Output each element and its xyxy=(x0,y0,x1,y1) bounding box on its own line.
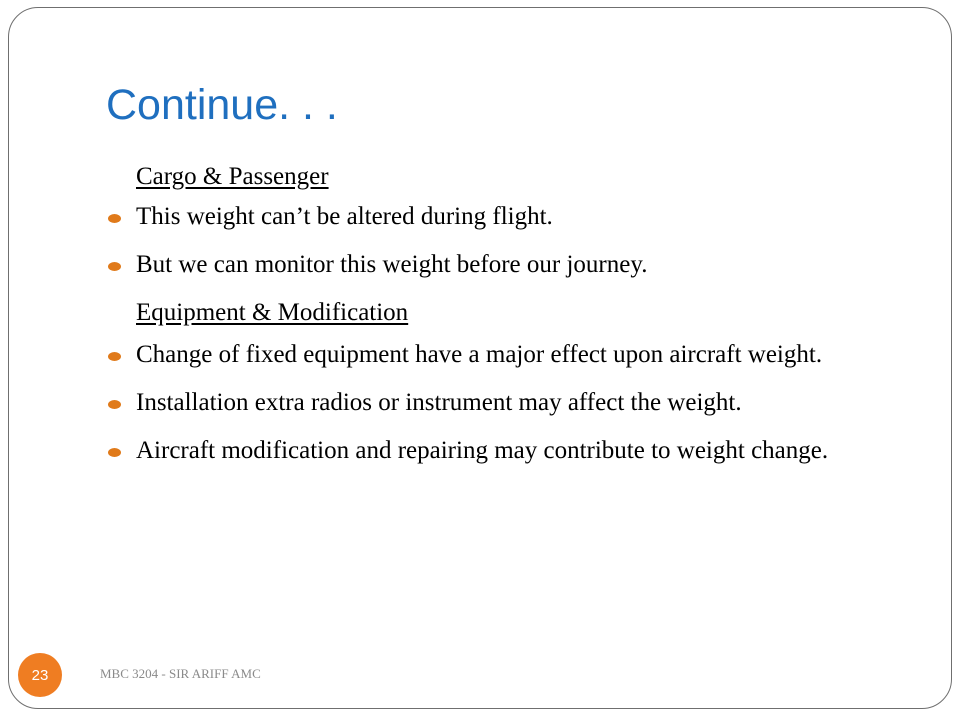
slide-title: Continue. . . xyxy=(106,81,338,129)
section-heading-equipment: Equipment & Modification xyxy=(136,299,409,326)
bullet-text: Installation extra radios or instrument may affect the weight. xyxy=(136,389,742,416)
bullet-icon xyxy=(108,262,121,271)
footer-text: MBC 3204 - SIR ARIFF AMC xyxy=(100,666,261,681)
bullet-icon xyxy=(108,352,121,361)
cargo-bullet-list xyxy=(106,200,906,282)
list-item xyxy=(106,200,906,234)
list-item xyxy=(106,386,906,420)
equipment-bullet-list xyxy=(106,338,906,468)
list-item xyxy=(106,338,906,372)
bullet-icon xyxy=(108,400,121,409)
bullet-text: This weight can’t be altered during flight. xyxy=(136,203,553,230)
bullet-text: Change of fixed equipment have a major effect upon aircraft weight. xyxy=(136,341,823,368)
section-heading-cargo: Cargo & Passenger xyxy=(136,163,329,190)
bullet-text: Aircraft modification and repairing may contribute to weight change. xyxy=(136,437,829,464)
bullet-icon xyxy=(108,448,121,457)
page-number-badge: 23 xyxy=(18,653,62,697)
slide-content xyxy=(106,154,906,482)
bullet-icon xyxy=(108,214,121,223)
list-item xyxy=(106,248,906,282)
list-item xyxy=(106,434,906,468)
bullet-text: But we can monitor this weight before our journey. xyxy=(136,251,648,278)
